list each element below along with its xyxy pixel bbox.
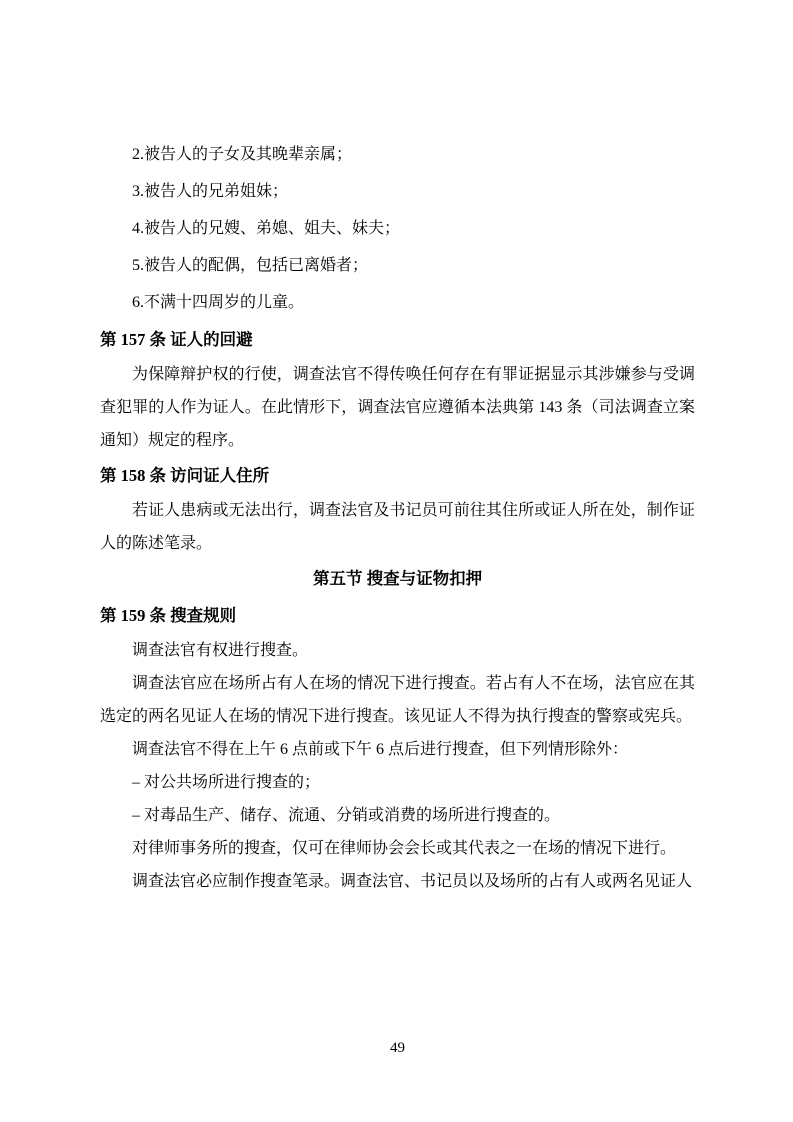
page-content <box>100 136 695 898</box>
page-number: 49 <box>390 1040 405 1056</box>
enum-item-6: 6.不满十四周岁的儿童。 <box>132 294 305 311</box>
enum-item-4: 4.被告人的兄嫂、弟媳、姐夫、妹夫； <box>132 220 401 237</box>
article-159-paragraph-5: 调查法官必应制作搜查笔录。调查法官、书记员以及场所的占有人或两名见证人 <box>132 873 693 890</box>
article-157-body: 为保障辩护权的行使，调查法官不得传唤任何存在有罪证据显示其涉嫌参与受调查犯罪的人作为证人。在此情形下，调查法官应遵循本法典第 143 条（司法调查立案通知）规定的程序。 <box>100 366 695 449</box>
article-159-paragraph-4: 对律师事务所的搜查，仅可在律师协会会长或其代表之一在场的情况下进行。 <box>132 840 677 857</box>
article-159-dash-item-2: – 对毒品生产、储存、流通、分销或消费的场所进行搜查的。 <box>132 807 561 824</box>
enum-item-2: 2.被告人的子女及其晚辈亲属； <box>132 146 353 163</box>
article-158-body: 若证人患病或无法出行，调查法官及书记员可前往其住所或证人所在处，制作证人的陈述笔录。 <box>100 502 695 552</box>
article-159-heading: 第 159 条 搜查规则 <box>100 606 237 625</box>
article-157-heading: 第 157 条 证人的回避 <box>100 330 253 349</box>
enum-item-3: 3.被告人的兄弟姐妹； <box>132 183 289 200</box>
article-158-heading: 第 158 条 访问证人住所 <box>100 466 270 485</box>
article-159-dash-item-1: – 对公共场所进行搜查的； <box>132 774 321 791</box>
article-159-paragraph-2: 调查法官应在场所占有人在场的情况下进行搜查。若占有人不在场，法官应在其选定的两名见证人在场的情况下进行搜查。该见证人不得为执行搜查的警察或宪兵。 <box>100 675 695 725</box>
page-footer <box>100 1038 695 1058</box>
enum-item-5: 5.被告人的配偶，包括已离婚者； <box>132 257 369 274</box>
section-5-heading: 第五节 搜查与证物扣押 <box>312 569 483 588</box>
article-159-paragraph-1: 调查法官有权进行搜查。 <box>132 642 309 659</box>
article-159-paragraph-3: 调查法官不得在上午 6 点前或下午 6 点后进行搜查，但下列情形除外： <box>132 741 629 758</box>
